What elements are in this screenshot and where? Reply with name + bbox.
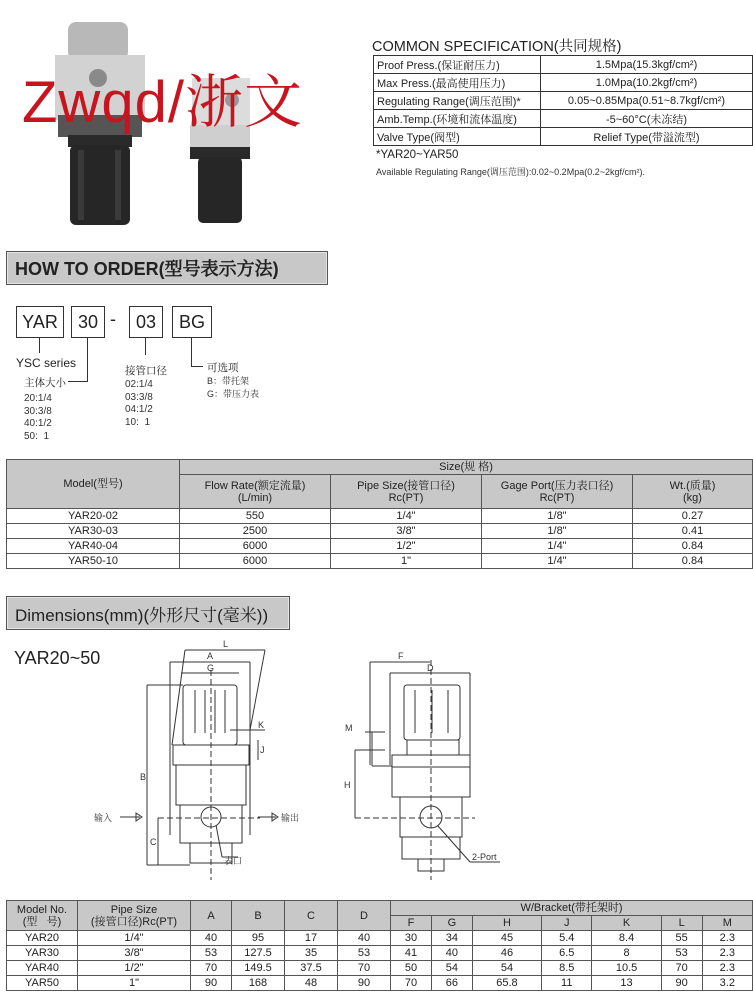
- bracket-col-J: J: [542, 916, 592, 931]
- bracket-col-M: M: [702, 916, 752, 931]
- connector-line: [87, 337, 88, 382]
- size-table: [6, 459, 753, 569]
- dim-col-A: A: [191, 901, 232, 931]
- option-list: B：带托架 G：带压力表: [207, 376, 260, 399]
- bracket-header: W/Bracket(带托架时): [391, 901, 753, 916]
- size-table-row: [7, 524, 753, 539]
- dimension-cell: 2.3: [702, 946, 752, 961]
- col-header-flow: Flow Rate(额定流量) (L/min): [180, 475, 331, 509]
- dimension-cell: 53: [191, 946, 232, 961]
- size-cell: 0.41: [633, 524, 753, 539]
- options-label: 可选项: [207, 362, 239, 374]
- spec-row: [374, 56, 753, 74]
- dimension-cell: 30: [391, 931, 432, 946]
- bracket-col-H: H: [472, 916, 541, 931]
- bracket-col-G: G: [431, 916, 472, 931]
- dim-col-C: C: [285, 901, 338, 931]
- product-photo: [0, 0, 360, 240]
- label-gauge: 表口: [224, 856, 243, 866]
- connector-line: [68, 381, 88, 382]
- dimension-cell: 53: [338, 946, 391, 961]
- col-header-gage: Gage Port(压力表口径) Rc(PT): [482, 475, 633, 509]
- body-size-options: 20:1/4 30:3/8 40:1/2 50: 1: [24, 393, 52, 442]
- size-cell: 1/4": [482, 539, 633, 554]
- connector-line: [39, 337, 40, 353]
- spec-value: 1.5Mpa(15.3kgf/cm²): [541, 56, 753, 74]
- col-header-weight: Wt.(质量) (kg): [633, 475, 753, 509]
- spec-value: Relief Type(带溢流型): [541, 128, 753, 146]
- label-A: A: [207, 651, 214, 661]
- how-to-order-header: [6, 251, 328, 285]
- connector-line: [191, 366, 203, 367]
- dimension-cell: 6.5: [542, 946, 592, 961]
- code-box-series: YAR: [16, 306, 64, 338]
- dimension-cell: 37.5: [285, 961, 338, 976]
- dimension-cell: 45: [472, 931, 541, 946]
- code-box-size: 30: [71, 306, 105, 338]
- dimension-cell: 90: [338, 976, 391, 991]
- dimension-cell: 11: [542, 976, 592, 991]
- size-group-header: Size(规 格): [180, 460, 753, 475]
- dimension-cell: YAR50: [7, 976, 78, 991]
- label-port: 2-Port: [472, 852, 497, 862]
- dimension-cell: YAR20: [7, 931, 78, 946]
- dimension-cell: 8.4: [592, 931, 661, 946]
- how-to-order-title: HOW TO ORDER(型号表示方法): [15, 259, 279, 279]
- bracket-col-L: L: [661, 916, 702, 931]
- spec-value: -5~60°C(未冻结): [541, 110, 753, 128]
- dimension-cell: 40: [431, 946, 472, 961]
- label-C: C: [150, 837, 157, 847]
- dim-pipe-header: Pipe Size (接管口径)Rc(PT): [78, 901, 191, 931]
- spec-table: [373, 55, 753, 146]
- dimension-cell: 17: [285, 931, 338, 946]
- code-box-options: BG: [172, 306, 212, 338]
- dimension-cell: 8: [592, 946, 661, 961]
- size-cell: 0.27: [633, 509, 753, 524]
- dimension-cell: 40: [191, 931, 232, 946]
- front-view-drawing: [80, 635, 325, 890]
- dimension-cell: 70: [661, 961, 702, 976]
- dimension-cell: 127.5: [232, 946, 285, 961]
- dimension-cell: 90: [191, 976, 232, 991]
- spec-label: Max Press.(最高使用压力): [374, 74, 541, 92]
- dimension-cell: 34: [431, 931, 472, 946]
- dimension-table-row: [7, 931, 753, 946]
- dimension-cell: 46: [472, 946, 541, 961]
- size-cell: 1/4": [482, 554, 633, 569]
- dimension-cell: 5.4: [542, 931, 592, 946]
- watermark-text: Zwqd/浙文: [22, 70, 303, 135]
- size-cell: 1/2": [331, 539, 482, 554]
- size-cell: 6000: [180, 554, 331, 569]
- spec-row: [374, 128, 753, 146]
- dimension-cell: 48: [285, 976, 338, 991]
- dimension-table: [6, 900, 753, 991]
- dimension-cell: 50: [391, 961, 432, 976]
- bracket-col-K: K: [592, 916, 661, 931]
- label-F: F: [398, 651, 404, 661]
- connector-line: [145, 337, 146, 355]
- dimension-cell: 54: [431, 961, 472, 976]
- series-range-label: YAR20~50: [14, 648, 101, 668]
- code-dash: -: [110, 309, 116, 329]
- spec-row: [374, 92, 753, 110]
- dimension-cell: YAR40: [7, 961, 78, 976]
- spec-value: 1.0Mpa(10.2kgf/cm²): [541, 74, 753, 92]
- size-cell: 1": [331, 554, 482, 569]
- dimension-cell: 90: [661, 976, 702, 991]
- size-cell: YAR30-03: [7, 524, 180, 539]
- label-M: M: [345, 723, 353, 733]
- dimension-cell: 66: [431, 976, 472, 991]
- size-cell: YAR40-04: [7, 539, 180, 554]
- size-cell: 6000: [180, 539, 331, 554]
- dimension-cell: 149.5: [232, 961, 285, 976]
- dimensions-header: [6, 596, 290, 630]
- size-cell: 1/8": [482, 509, 633, 524]
- label-J: J: [260, 745, 265, 755]
- dimension-cell: YAR30: [7, 946, 78, 961]
- dimension-cell: 40: [338, 931, 391, 946]
- dimension-cell: 3.2: [702, 976, 752, 991]
- size-cell: 1/8": [482, 524, 633, 539]
- dimension-table-row: [7, 946, 753, 961]
- label-outlet: 输出: [281, 813, 300, 823]
- dimension-cell: 2.3: [702, 961, 752, 976]
- dimensions-title: Dimensions(mm)(外形尺寸(毫米)): [15, 605, 269, 625]
- size-table-row: [7, 539, 753, 554]
- port-label: 接管口径: [125, 365, 167, 377]
- spec-note-models: *YAR20~YAR50: [376, 149, 459, 161]
- side-view-drawing: [330, 640, 530, 885]
- dim-col-D: D: [338, 901, 391, 931]
- dimension-cell: 3/8": [78, 946, 191, 961]
- dimension-cell: 1/4": [78, 931, 191, 946]
- label-inlet: 输入: [94, 813, 113, 823]
- dimension-cell: 70: [338, 961, 391, 976]
- spec-title: COMMON SPECIFICATION(共同规格): [372, 39, 622, 55]
- size-cell: 0.84: [633, 539, 753, 554]
- dimension-cell: 41: [391, 946, 432, 961]
- dimension-cell: 65.8: [472, 976, 541, 991]
- dimension-cell: 2.3: [702, 931, 752, 946]
- size-cell: 3/8": [331, 524, 482, 539]
- dimension-cell: 54: [472, 961, 541, 976]
- dimension-cell: 8.5: [542, 961, 592, 976]
- connector-line: [191, 337, 192, 367]
- dimension-table-row: [7, 961, 753, 976]
- dimension-cell: 1/2": [78, 961, 191, 976]
- label-G: G: [207, 663, 215, 673]
- series-label: YSC series: [16, 356, 77, 370]
- label-B: B: [140, 772, 147, 782]
- label-K: K: [258, 720, 265, 730]
- port-options: 02:1/4 03:3/8 04:1/2 10: 1: [125, 379, 153, 428]
- spec-row: [374, 110, 753, 128]
- spec-label: Proof Press.(保证耐压力): [374, 56, 541, 74]
- dimension-cell: 70: [191, 961, 232, 976]
- size-cell: 2500: [180, 524, 331, 539]
- col-header-pipe: Pipe Size(接管口径) Rc(PT): [331, 475, 482, 509]
- bracket-col-F: F: [391, 916, 432, 931]
- dimension-cell: 53: [661, 946, 702, 961]
- dim-col-B: B: [232, 901, 285, 931]
- dim-model-header: Model No. (型 号): [7, 901, 78, 931]
- spec-label: Amb.Temp.(环境和流体温度): [374, 110, 541, 128]
- dimension-cell: 10.5: [592, 961, 661, 976]
- spec-row: [374, 74, 753, 92]
- spec-label: Valve Type(阀型): [374, 128, 541, 146]
- size-cell: 1/4": [331, 509, 482, 524]
- body-size-label: 主体大小: [24, 377, 66, 389]
- dimension-cell: 1": [78, 976, 191, 991]
- dimension-cell: 70: [391, 976, 432, 991]
- dimension-table-row: [7, 976, 753, 991]
- code-box-port: 03: [129, 306, 163, 338]
- spec-value: 0.05~0.85Mpa(0.51~8.7kgf/cm²): [541, 92, 753, 110]
- dimension-cell: 168: [232, 976, 285, 991]
- label-H: H: [344, 780, 351, 790]
- dimension-cell: 95: [232, 931, 285, 946]
- size-table-row: [7, 509, 753, 524]
- size-table-row: [7, 554, 753, 569]
- dimension-cell: 35: [285, 946, 338, 961]
- spec-note-range: Available Regulating Range(调压范围):0.02~0.2Mpa(0.2~2kgf/cm²).: [376, 167, 645, 177]
- size-cell: 550: [180, 509, 331, 524]
- dimension-cell: 55: [661, 931, 702, 946]
- model-header: Model(型号): [7, 460, 180, 509]
- size-cell: 0.84: [633, 554, 753, 569]
- label-D: D: [427, 663, 434, 673]
- label-L: L: [223, 639, 229, 649]
- dimension-cell: 13: [592, 976, 661, 991]
- size-cell: YAR20-02: [7, 509, 180, 524]
- spec-label: Regulating Range(调压范围)*: [374, 92, 541, 110]
- size-cell: YAR50-10: [7, 554, 180, 569]
